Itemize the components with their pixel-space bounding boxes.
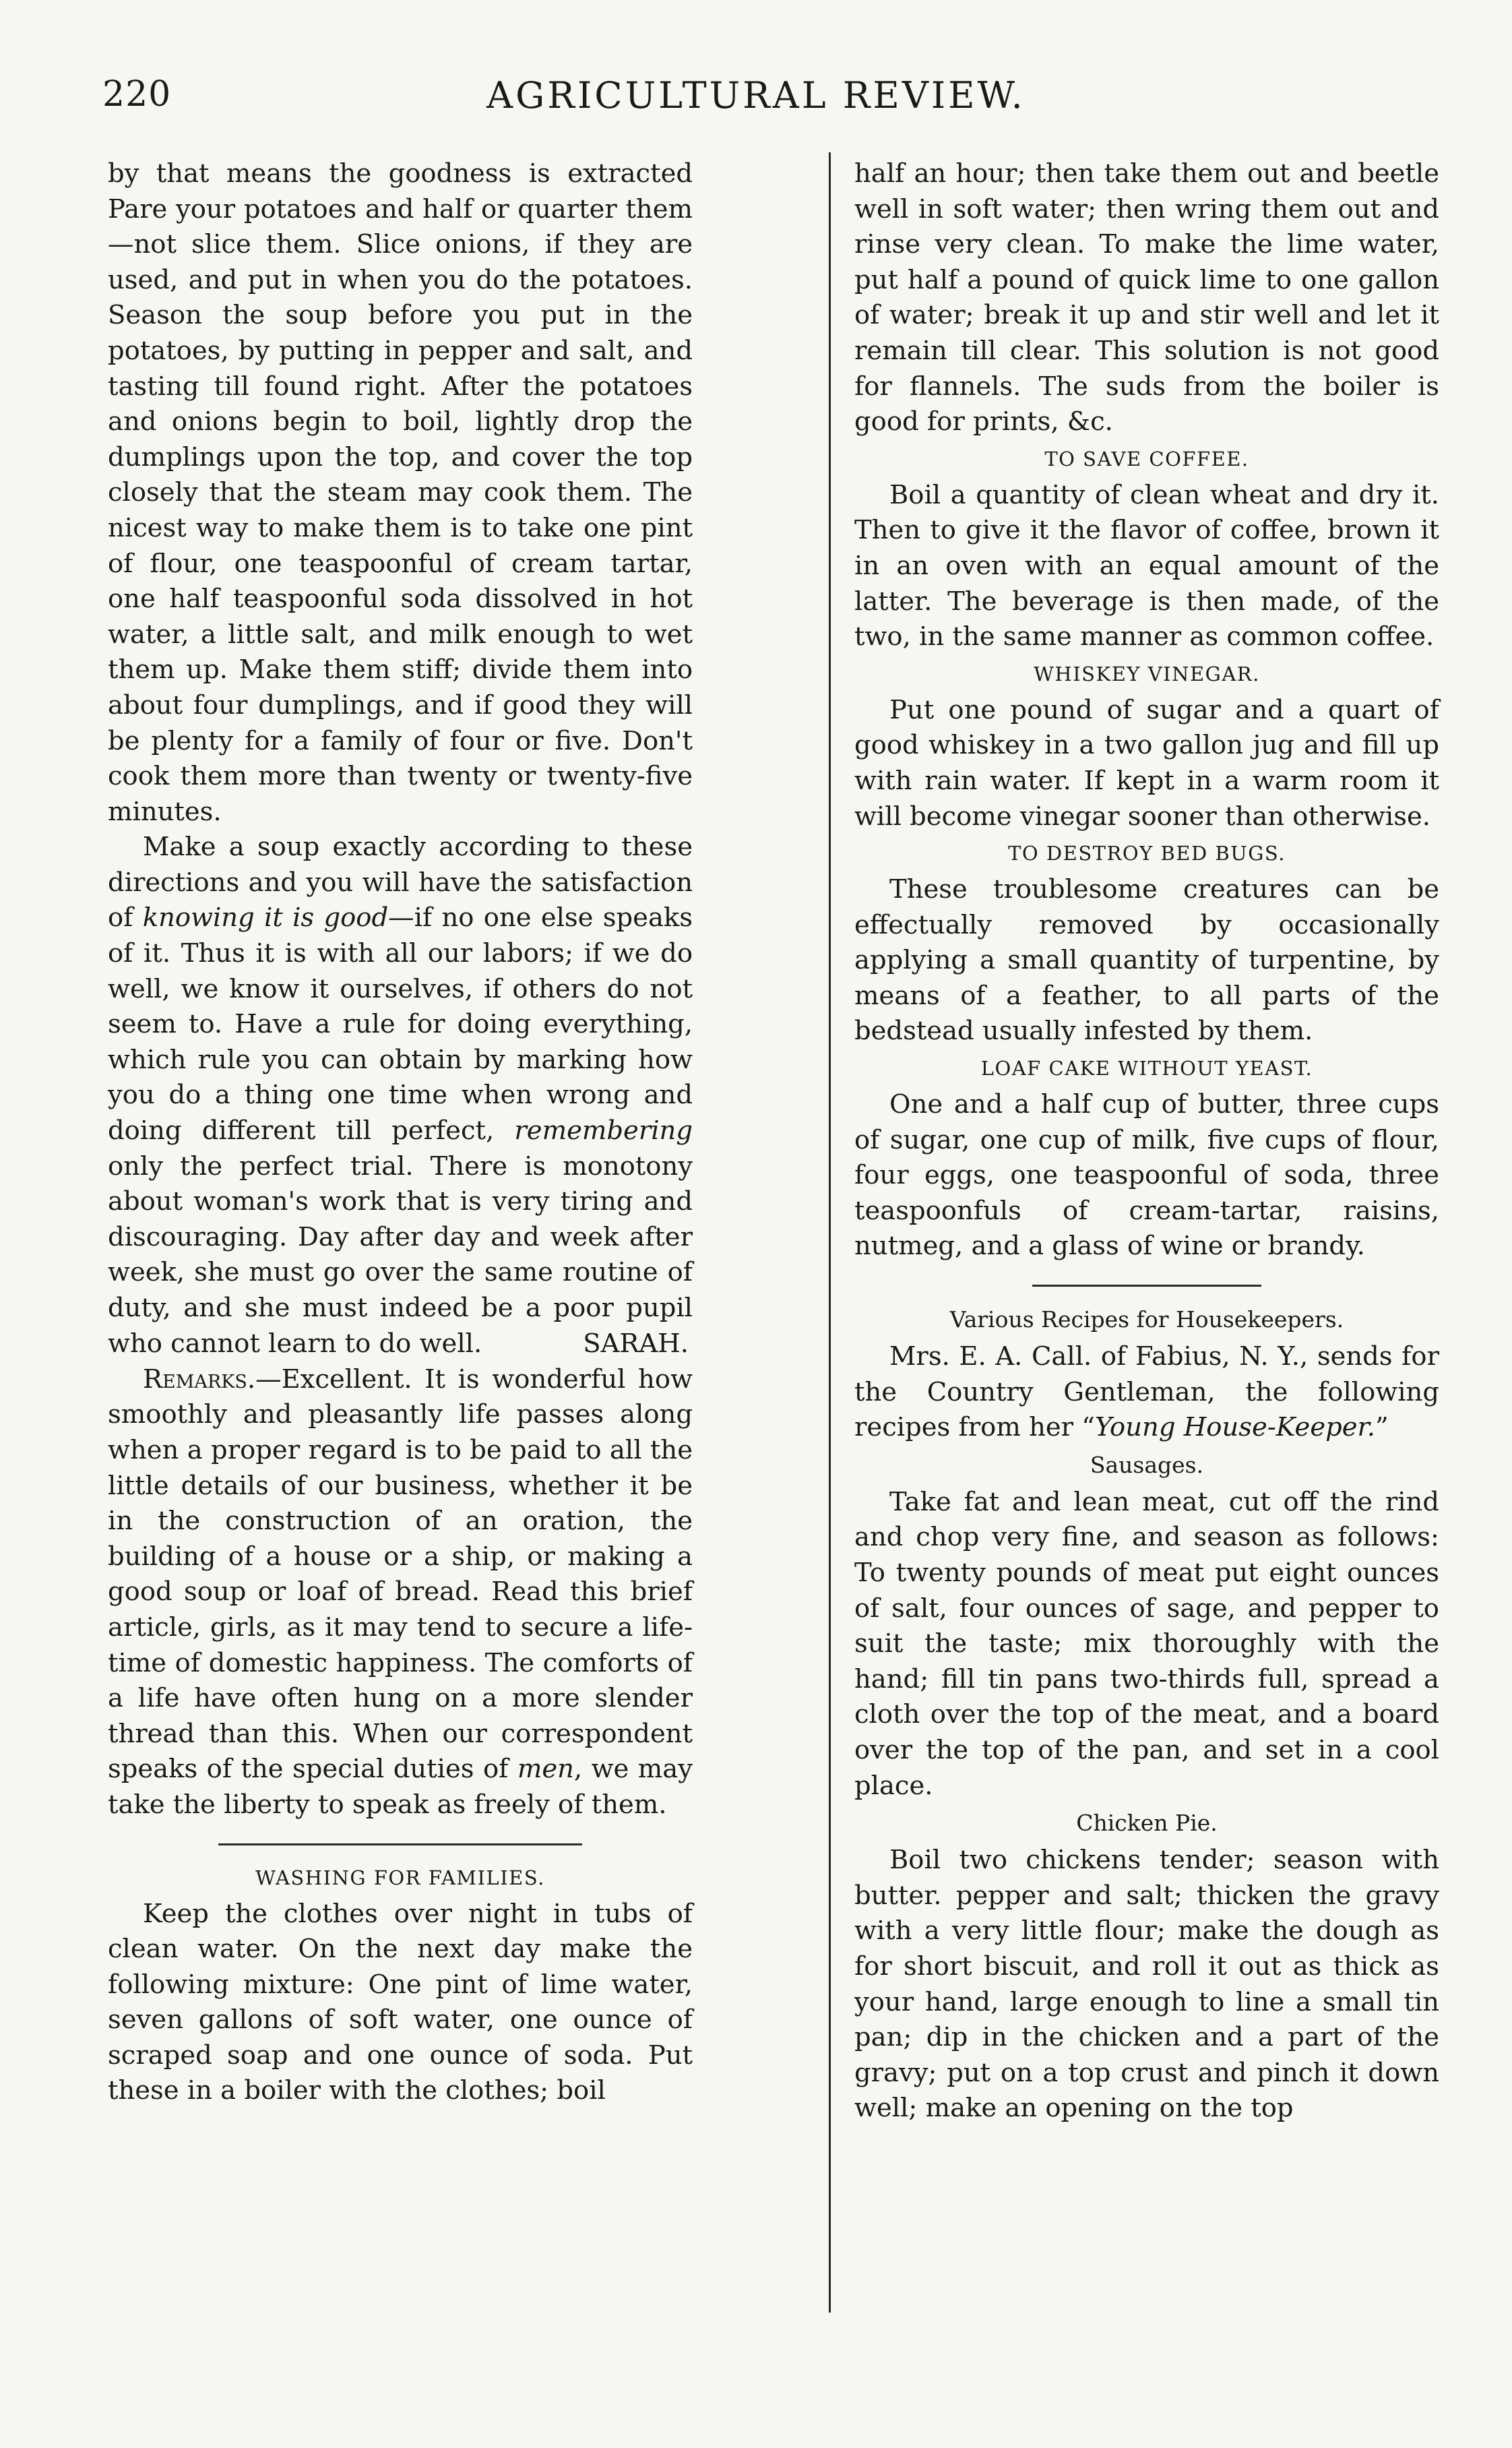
loaf-cake-paragraph: One and a half cup of butter, three cups of sugar, one cup of milk, five cups of flour, four eggs, one teaspoonful of soda, three teaspoonfuls of cream-tartar, raisins, nutmeg, and a glass of wine or brandy. (854, 1089, 1439, 1262)
column-divider (829, 152, 831, 2313)
heading-chicken-pie: Chicken Pie. (1076, 1810, 1218, 1837)
author-signature: SARAH. (583, 1328, 689, 1359)
heading-sausages: Sausages. (1090, 1451, 1204, 1478)
right-column (854, 156, 1439, 2126)
bed-bugs-paragraph: These troublesome creatures can be effectually removed by occasionally applying a small quantity of turpentine, by means of a feather, to all parts of the bedstead usually infested by them. (854, 874, 1439, 1047)
soup-paragraph-continued: by that means the goodness is extracted Pare your potatoes and half or quarter them—not slice them. Slice onions, if they are used, and put in when you do the potatoes. Season the soup before you put in the potatoes, by putting in pepper and salt, and tasting till found right. After the potatoes and onions begin to boil, lightly drop the dumplings upon the top, and cover the top closely that the steam may cook them. The nicest way to make them is to take one pint of flour, one teaspoonful of cream tartar, one half teaspoonful soda dissolved in hot water, a little salt, and milk enough to wet them up. Make them stiff; divide them into about four dumplings, and if good they will be plenty for a family of four or five. Don't cook them more than twenty or twenty-five minutes. (108, 158, 693, 827)
heading-to-destroy-bed-bugs: TO DESTROY BED BUGS. (1008, 842, 1286, 865)
recipes-intro: Mrs. E. A. Call. of Fabius, N. Y., sends for the Country Gentleman, the following recipes from her “Young House-Keeper.” (854, 1341, 1439, 1443)
section-rule (218, 1843, 582, 1845)
heading-washing-for-families: WASHING FOR FAMILIES. (255, 1866, 545, 1889)
coffee-paragraph: Boil a quantity of clean wheat and dry it. Then to give it the flavor of coffee, brown it in an oven with an equal amount of the latter. The beverage is then made, of the two, in the same manner as common coffee. (854, 479, 1439, 652)
left-column (108, 156, 693, 2109)
vinegar-paragraph: Put one pound of sugar and a quart of good whiskey in a two gallon jug and fill up with rain water. If kept in a warm room it will become vinegar sooner than otherwise. (854, 694, 1439, 832)
heading-whiskey-vinegar: WHISKEY VINEGAR. (1034, 662, 1260, 685)
emphasis-knowing: knowing it is good (142, 902, 389, 934)
washing-paragraph-continued: half an hour; then take them out and beetle well in soft water; then wring them out and rinse very clean. To make the lime water, put half a pound of quick lime to one gallon of water; break it up and stir well and let it remain till clear. This solution is not good for flannels. The suds from the boiler is good for prints, &c. (854, 158, 1439, 437)
page-header (0, 67, 1512, 128)
sausages-paragraph: Take fat and lean meat, cut off the rind and chop very fine, and season as follows: To twenty pounds of meat put eight ounces of salt, four ounces of sage, and pepper to suit the taste; mix thoroughly with the hand; fill tin pans two-thirds full, spread a cloth over the top of the meat, and a board over the top of the pan, and set in a cool place. (854, 1486, 1439, 1801)
soup-paragraph-conclusion: Make a soup exactly according to these directions and you will have the satisfaction of knowing it is good—if no one else speaks of it. Thus it is with all our labors; if we do well, we know it ourselves, if others do not seem to. Have a rule for doing everything, which rule you can obtain by marking how you do a thing one time when wrong and doing different till perfect, remembering only the perfect trial. There is monotony about woman's work that is very tiring and discouraging. Day after day and week after week, she must go over the same routine of duty, and she must indeed be a poor pupil who cannot learn to do well. (108, 832, 693, 1359)
page-number: 220 (102, 74, 172, 115)
editor-remarks: Remarks.—Excellent. It is wonderful how smoothly and pleasantly life passes along when a proper regard is to be paid to all the little details of our business, whether it be in the construction of an oration, the building of a house or a ship, or making a good soup or loaf of bread. Read this brief article, girls, as it may tend to secure a life-time of domestic happiness. The comforts of a life have often hung on a more slender thread than this. When our correspondent speaks of the special duties of men, we may take the liberty to speak as freely of them. (108, 1364, 693, 1820)
emphasis-remembering: remembering (514, 1115, 693, 1146)
washing-paragraph: Keep the clothes over night in tubs of clean water. On the next day make the following mixture: One pint of lime water, seven gallons of soft water, one ounce of scraped soap and one ounce of soda. Put these in a boiler with the clothes; boil (108, 1898, 693, 2106)
heading-to-save-coffee: TO SAVE COFFEE. (1044, 447, 1249, 470)
heading-various-recipes: Various Recipes for Housekeepers. (949, 1306, 1344, 1333)
running-title: AGRICULTURAL REVIEW. (486, 74, 1026, 117)
heading-loaf-cake: LOAF CAKE WITHOUT YEAST. (980, 1057, 1313, 1080)
chicken-pie-paragraph: Boil two chickens tender; season with butter. pepper and salt; thicken the gravy with a very little flour; make the dough as for short biscuit, and roll it out as thick as your hand, large enough to line a small tin pan; dip in the chicken and a part of the gravy; put on a top crust and pinch it down well; make an opening on the top (854, 1845, 1439, 2124)
section-rule (1032, 1285, 1261, 1287)
